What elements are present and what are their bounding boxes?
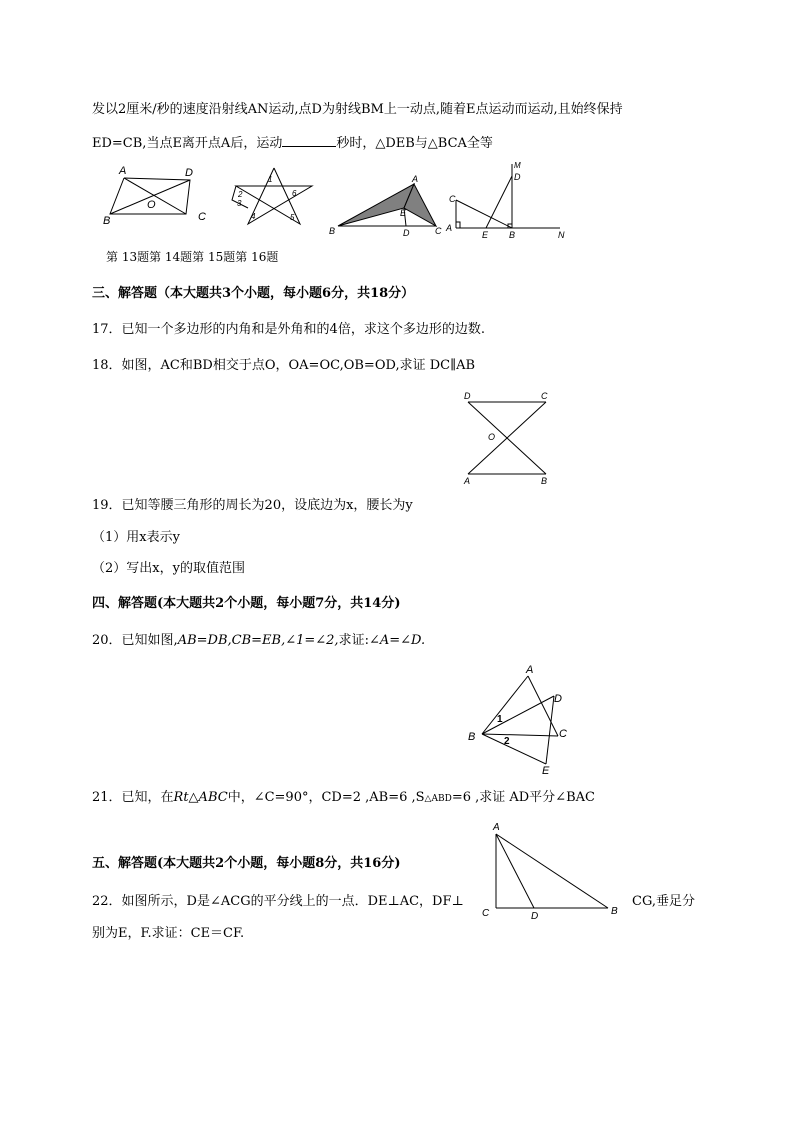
f16-label-B: B [509,230,516,240]
f15-label-A: A [412,174,419,184]
q21-text-a: 21．已知，在 [92,790,174,805]
q21-text-c: 中，∠C=90°，CD=2 ,AB=6 ,S [227,790,425,805]
f16-label-A: A [446,223,453,233]
question-16-text-line1: 发以2厘米/秒的速度沿射线AN运动,点D为射线BM上一动点,随着E点运动而运动,且始终保持 [92,102,623,117]
f20-label-B: B [468,731,476,743]
f16-label-D: D [514,172,521,182]
question-19-part-1: （1）用x表示y [92,530,180,545]
f15-label-E: E [400,208,407,218]
f13-label-D: D [185,167,193,179]
question-21 [92,789,595,808]
q21-text-b: Rt△ABC [173,790,228,805]
question-20 [92,632,425,650]
q21-text-d: =6 ,求证 AD平分∠BAC [451,790,595,805]
f14-label-2: 2 [238,190,243,199]
q20-text-d: ∠A=∠D. [368,633,426,648]
figure-captions: 第 13题第 14题第 15题第 16题 [106,250,279,264]
f20-label-A: A [526,664,534,676]
f14-label-3: 3 [237,199,242,208]
f15-label-D: D [403,228,410,238]
section-3-heading: 三、解答题（本大题共3个小题，每小题6分，共18分） [92,286,415,301]
figure-16 [444,160,574,242]
figure-14 [228,164,320,228]
f18-label-D: D [464,391,471,401]
f21-label-C: C [482,908,490,919]
f20-label-D: D [554,693,562,705]
f13-label-O: O [147,199,156,211]
q16-text-a: ED=CB,当点E离开点A后，运动 [92,136,283,151]
f16-label-M: M [514,161,521,170]
f20-label-1: 1 [497,714,503,725]
figure-20 [464,660,574,776]
f18-label-B: B [541,476,548,486]
f21-label-A: A [493,822,500,833]
figure-13 [100,164,220,226]
f16-label-N: N [558,230,565,240]
q20-text-a: 20．已知如图, [92,633,178,648]
f13-label-A: A [119,165,127,177]
section-4-heading: 四、解答题(本大题共2个小题，每小题7分，共14分) [92,596,401,611]
f15-label-C: C [435,226,442,236]
f18-label-O: O [488,432,496,442]
question-19-part-2: （2）写出x，y的取值范围 [92,561,245,576]
f18-label-C: C [541,391,548,401]
f16-label-C: C [449,194,456,204]
f21-label-B: B [611,906,618,917]
f14-label-6: 6 [292,189,297,198]
question-22-part-b: CG,垂足分 [632,894,696,909]
answer-blank [282,134,336,147]
section-5-heading: 五、解答题(本大题共2个小题，每小题8分，共16分) [92,856,401,871]
f20-label-E: E [542,765,550,777]
f16-label-E: E [482,230,489,240]
question-18: 18．如图，AC和BD相交于点O，OA=OC,OB=OD,求证 DC∥AB [92,358,476,373]
f18-label-A: A [464,476,471,486]
question-17: 17．已知一个多边形的内角和是外角和的4倍，求这个多边形的边数. [92,322,485,337]
question-22-part-c: 别为E，F.求证：CE＝CF. [92,926,245,941]
f20-label-2: 2 [504,736,510,747]
f13-label-C: C [198,211,206,223]
f14-label-1: 1 [268,175,273,184]
q21-subscript: △ABD [424,794,452,804]
q20-text-c: 求证: [338,633,369,648]
question-22-part-a: 22．如图所示，D是∠ACG的平分线上的一点．DE⊥AC，DF⊥ [92,894,464,909]
f14-label-4: 4 [251,212,256,221]
f15-label-B: B [329,226,336,236]
q20-text-b: AB=DB,CB=EB,∠1=∠2, [177,633,339,648]
question-16-text-line2 [92,134,493,153]
f13-label-B: B [103,215,111,227]
q16-text-b: 秒时，△DEB与△BCA全等 [336,136,493,151]
figure-18 [458,388,558,486]
f14-label-5: 5 [290,213,295,222]
question-19: 19．已知等腰三角形的周长为20，设底边为x，腰长为y [92,498,413,513]
figure-15 [324,172,452,236]
f21-label-D: D [531,911,539,922]
f20-label-C: C [559,728,567,740]
figure-21 [478,820,628,920]
